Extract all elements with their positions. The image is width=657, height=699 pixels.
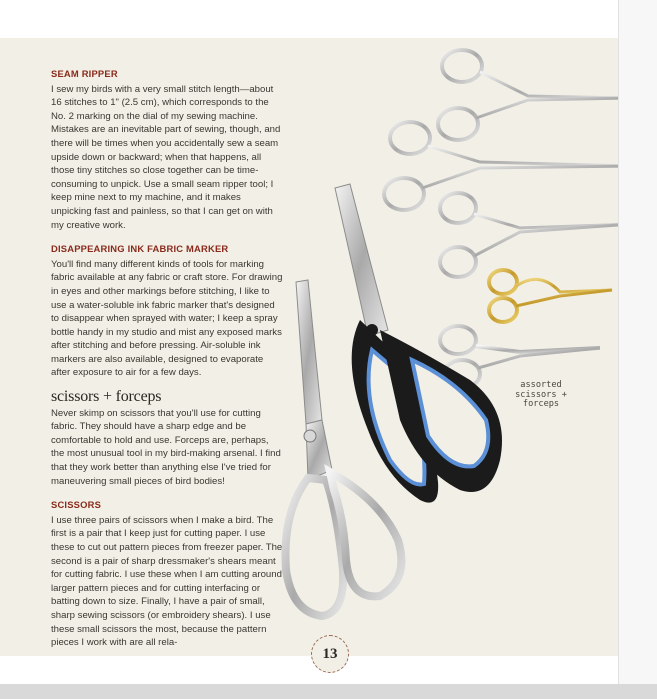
- marker-heading: DISAPPEARING INK FABRIC MARKER: [51, 243, 229, 255]
- forceps-icon: [440, 193, 630, 277]
- caption-line: scissors +: [515, 389, 567, 400]
- forceps-icon: [384, 122, 630, 210]
- seam-ripper-heading: SEAM RIPPER: [51, 68, 118, 79]
- caption-line: assorted: [520, 380, 562, 390]
- tools-photo: [270, 40, 630, 640]
- scissors-body: I use three pairs of scissors when I make a bird. The first is a pair that I keep just for cutting paper. I use these to cut out pattern pieces from freezer paper. The second is a pair of sharp dressmaker's shears meant for cutting fabric. I use these when I am cutting around larger pattern pieces and for cutting interfacing or batting down to size. Finally, I have a pair of small, sharp sewing scissors (or embroidery shears). I use these small scissors the most, because the pattern pieces I work with are all rela-: [51, 514, 283, 649]
- bottom-scroll-strip: [0, 684, 657, 699]
- top-margin: [0, 0, 657, 38]
- marker-body: You'll find many different kinds of tools for marking fabric available at any fabric or craft store. For drawing in eyes and other markings before stitching, I like to use a water-soluble ink fabric marker that's designed to disappear when sprayed with water; I keep a spray bottle handy in my studio and mist any exposed marks after stitching and before pressing. Air-soluble ink markers are also available, designed to evaporate after exposure to air for a few days.: [51, 258, 283, 379]
- forceps-icon: [438, 50, 628, 140]
- page-edge: [618, 0, 657, 699]
- text-column: [51, 67, 283, 660]
- scissors-forceps-heading: scissors + forceps: [51, 388, 162, 406]
- seam-ripper-body: I sew my birds with a very small stitch length—about 16 stitches to 1" (2.5 cm), which corresponds to the No. 2 marking on the dial of my sewing machine. Mistakes are an inevitable part of sewing, though, and there will be times when you accidentally sew a seam upside down or backward; when that happens, all those tiny stitches so close together can be time-consuming to unpick. Use a small seam ripper tool; I keep mine next to my machine, and it makes unpicking fast and painless, so that I can get on with my creative work.: [51, 83, 281, 231]
- embroidery-scissors-icon: [489, 270, 612, 322]
- photo-caption: [509, 381, 573, 410]
- page-number: 13: [311, 635, 349, 673]
- caption-line: forceps: [522, 399, 560, 410]
- scissors-forceps-body: Never skimp on scissors that you'll use for cutting fabric. They should have a sharp edge and be comfortable to hold and use. Forceps are, perhaps, the most unusual tool in my bird-making arsenal. I find that they work better than anything else I've tried for maneuvering small pieces of bird bodies!: [51, 407, 281, 487]
- scissors-heading: SCISSORS: [51, 499, 102, 511]
